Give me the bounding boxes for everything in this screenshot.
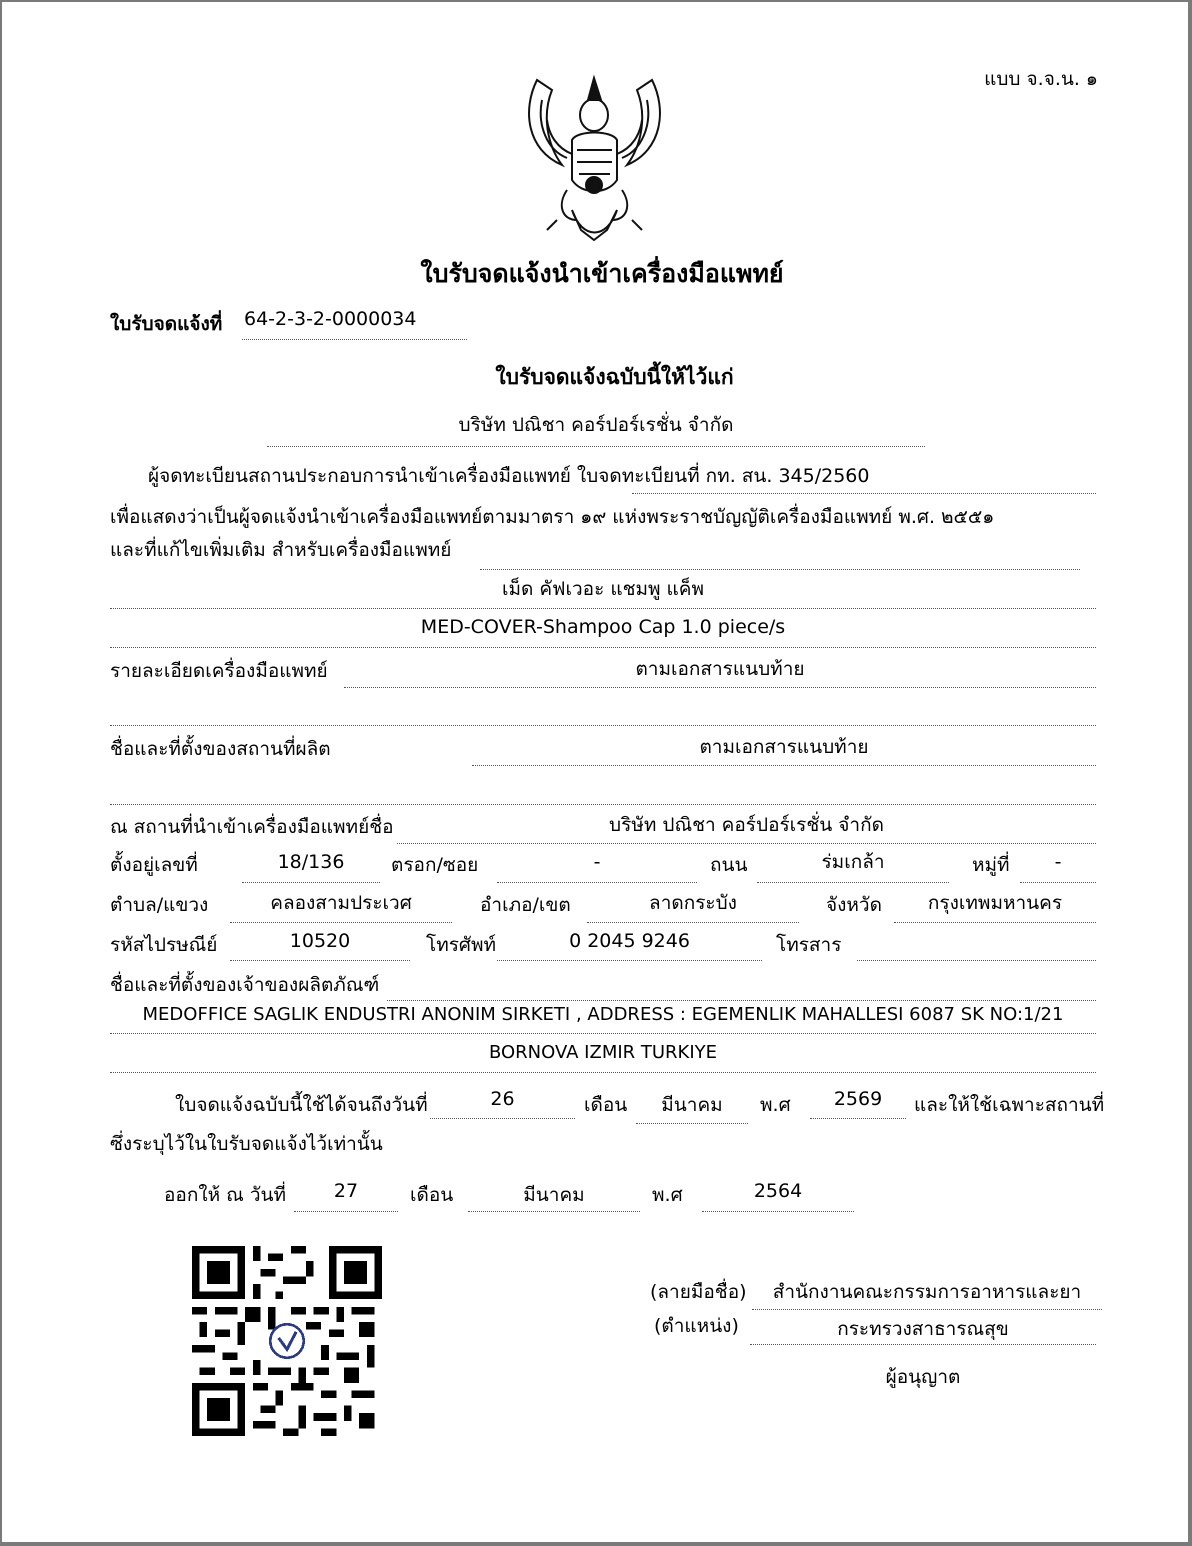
device-name-en: MED-COVER-Shampoo Cap 1.0 piece/s — [420, 616, 786, 638]
issued-month: มีนาคม — [523, 1184, 585, 1206]
company-name: บริษัท ปณิชา คอร์ปอร์เรชั่น จำกัด — [458, 414, 734, 436]
validity-year-label: พ.ศ — [760, 1094, 791, 1116]
address-no-label: ตั้งอยู่เลขที่ — [110, 854, 198, 876]
section-line: เพื่อแสดงว่าเป็นผู้จดแจ้งนำเข้าเครื่องมือแพทย์ตามมาตรา ๑๙ แห่งพระราชบัญญัติเครื่องมือแพทย์ พ.ศ. ๒๕๕๑ — [110, 506, 995, 528]
validity-line-2: ซึ่งระบุไว้ในใบรับจดแจ้งไว้เท่านั้น — [110, 1133, 383, 1155]
phone-label: โทรศัพท์ — [426, 934, 497, 956]
cert-no-label: ใบรับจดแจ้งที่ — [110, 313, 223, 335]
cert-no-value: 64-2-3-2-0000034 — [244, 308, 417, 330]
moo-label: หมู่ที่ — [972, 854, 1010, 876]
import-site-value: บริษัท ปณิชา คอร์ปอร์เรชั่น จำกัด — [609, 814, 884, 836]
issued-label: ออกให้ ณ วันที่ — [164, 1184, 287, 1206]
validity-month-label: เดือน — [584, 1094, 628, 1116]
validity-suffix: และให้ใช้เฉพาะสถานที่ — [914, 1094, 1105, 1116]
fax-label: โทรสาร — [776, 934, 842, 956]
garuda-emblem — [517, 70, 672, 245]
validity-month: มีนาคม — [661, 1094, 723, 1116]
qr-code — [192, 1246, 382, 1436]
issued-to-heading: ใบรับจดแจ้งฉบับนี้ให้ไว้แก่ — [495, 365, 734, 389]
owner-label: ชื่อและที่ตั้งของเจ้าของผลิตภัณฑ์ — [110, 974, 380, 996]
owner-line-1: MEDOFFICE SAGLIK ENDUSTRI ANONIM SIRKETI , ADDRESS : EGEMENLIK MAHALLESI 6087 SK NO:1/21 — [142, 1004, 1064, 1025]
owner-line-2: BORNOVA IZMIR TURKIYE — [488, 1042, 718, 1063]
postal-value: 10520 — [289, 930, 351, 952]
soi-value: - — [593, 851, 601, 873]
import-site-label: ณ สถานที่นำเข้าเครื่องมือแพทย์ชื่อ — [110, 816, 394, 838]
detail-label: รายละเอียดเครื่องมือแพทย์ — [110, 660, 328, 682]
manufacturer-value: ตามเอกสารแนบท้าย — [699, 736, 869, 758]
road-value: ร่มเกล้า — [821, 851, 885, 873]
issued-month-label: เดือน — [410, 1184, 454, 1206]
subdistrict-label: ตำบล/แขวง — [110, 894, 209, 916]
signature-label: (ลายมือชื่อ) — [650, 1281, 747, 1303]
province-label: จังหวัด — [826, 894, 882, 916]
soi-label: ตรอก/ซอย — [391, 854, 479, 876]
position-value: กระทรวงสาธารณสุข — [837, 1318, 1009, 1340]
position-label: (ตำแหน่ง) — [654, 1315, 739, 1337]
device-name-th: เม็ด คัฟเวอะ แชมพู แค็พ — [501, 578, 705, 600]
district-label: อำเภอ/เขต — [480, 894, 571, 916]
form-code: แบบ จ.จ.น. ๑ — [984, 68, 1098, 90]
signatory-role: ผู้อนุญาต — [885, 1366, 961, 1388]
district-value: ลาดกระบัง — [649, 892, 737, 914]
subdistrict-value: คลองสามประเวศ — [270, 892, 412, 914]
signature-value: สำนักงานคณะกรรมการอาหารและยา — [772, 1281, 1082, 1303]
registrant-line: ผู้จดทะเบียนสถานประกอบการนำเข้าเครื่องมือแพทย์ ใบจดทะเบียนที่ กท. สน. 345/2560 — [148, 465, 870, 487]
validity-day: 26 — [490, 1088, 515, 1110]
issued-year-label: พ.ศ — [652, 1184, 683, 1206]
detail-value: ตามเอกสารแนบท้าย — [635, 658, 805, 680]
validity-year: 2569 — [833, 1088, 883, 1110]
validity-label: ใบจดแจ้งฉบับนี้ใช้ได้จนถึงวันที่ — [175, 1094, 428, 1116]
road-label: ถนน — [710, 854, 748, 876]
issued-day: 27 — [333, 1180, 359, 1202]
amend-line: และที่แก้ไขเพิ่มเติม สำหรับเครื่องมือแพทย์ — [110, 539, 452, 561]
issued-year: 2564 — [753, 1180, 803, 1202]
province-value: กรุงเทพมหานคร — [927, 892, 1063, 914]
moo-value: - — [1054, 851, 1062, 873]
certificate-page — [2, 2, 1188, 1542]
address-no: 18/136 — [277, 851, 345, 873]
document-title: ใบรับจดแจ้งนำเข้าเครื่องมือแพทย์ — [420, 259, 784, 288]
phone-value: 0 2045 9246 — [569, 930, 690, 952]
manufacturer-label: ชื่อและที่ตั้งของสถานที่ผลิต — [110, 738, 331, 760]
postal-label: รหัสไปรษณีย์ — [110, 934, 218, 956]
